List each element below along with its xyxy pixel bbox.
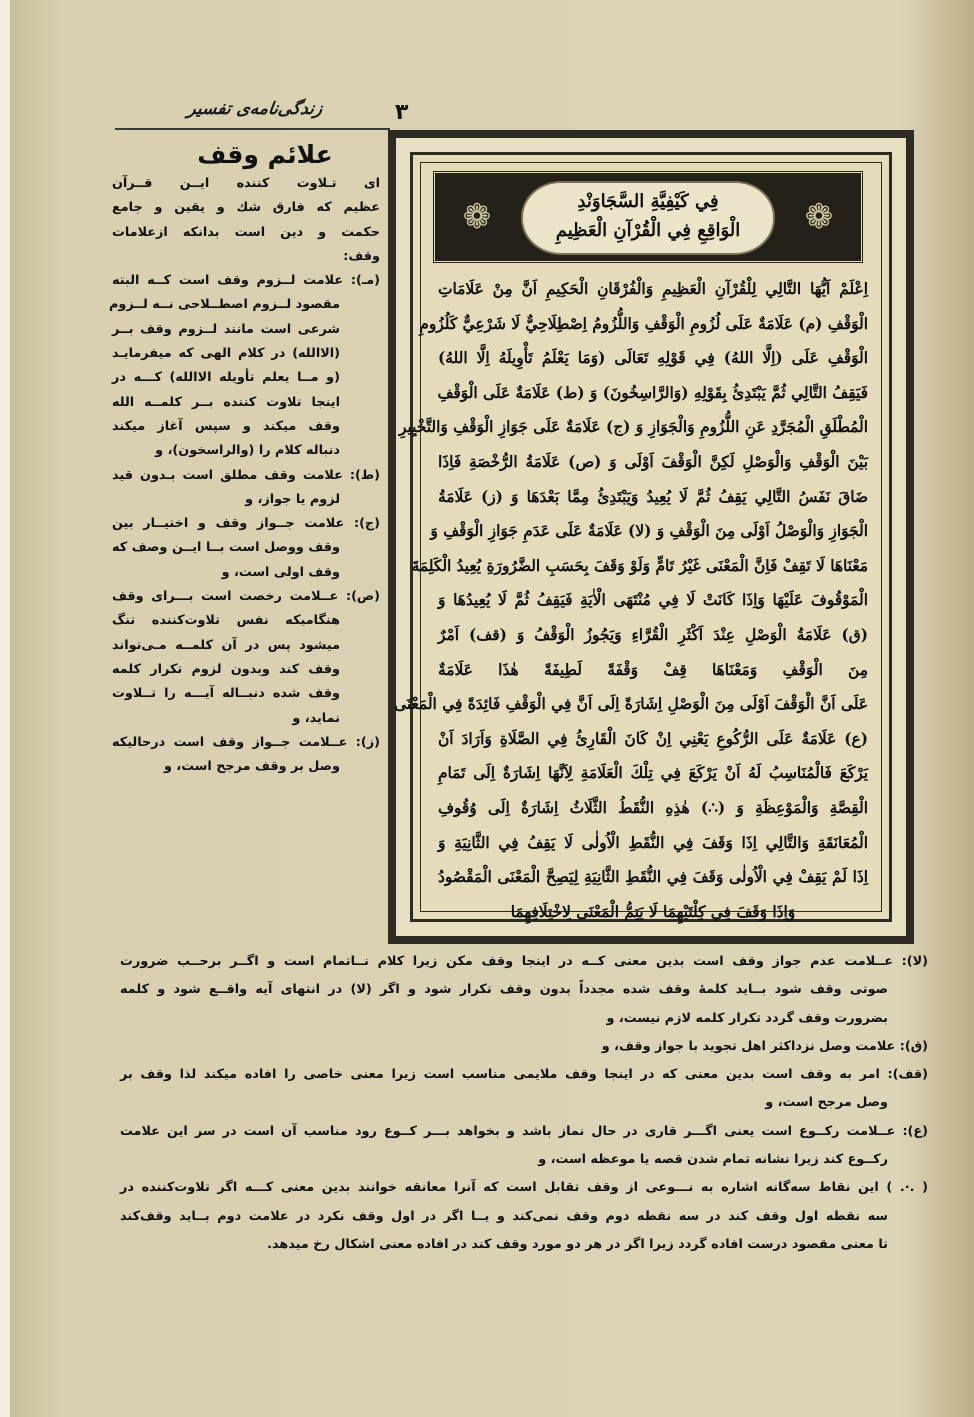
arabic-text-line: الْقِصَّةِ وَالْمَوْعِظَةِ وَ (∴) هٰذِهِ النُّقَطُ الثَّلَاثُ اِشَارَةٌ اِلَى وُقُوفِ [438,798,868,817]
arabic-text-line: اِذَا لَمْ يَقِفْ فِي الْاُولٰى وَقَفَ فِي النُّقَطِ الثَّانِيَةِ لِيَصِحَّ الْمَعْنَى الْمَقْصُودُ [438,868,868,887]
persian-text-line: وقف ووصل است بــا ایــن وصف که [112,540,340,556]
persian-text-line: وقف میکند و سپس آغاز میکند [112,418,340,434]
arabic-text-line: الْوَقْفِ (م) عَلَامَةٌ عَلَى لُزُومِ الْوَقْفِ وَاللُّزُومُ اِصْطِلَاحِيٌّ لَا شَرْعِيٌّ كَلُزُومِ [419,314,868,333]
persian-text-line: (قف): امر به وقف است بدین معنی که در اینجا وقف ملایمی مناسب است زیرا معنی خاصی را افاده میکند لذا وقف بر [120,1067,928,1083]
persian-text-line: (و مــا یعلم تأویله الاالله) کـــه در [112,370,340,386]
persian-text-line: میشود پس در آن کلمــه مـی‌تواند [112,637,340,653]
arabic-title-banner [432,170,864,264]
persian-text-line: مقصود لــزوم اصطــلاحی نــه لــزوم [108,297,340,313]
arabic-text-line: الْمُطْلَقِ الْمُجَرَّدِ عَنِ اللُّزُومِ وَالْجَوَازِ وَ (ج) عَلَامَةٌ عَلَى جَوَازِ الْوَقْفِ وَالتَّخْيِيرِ [399,418,868,437]
persian-text-line: (ص): عــلامت رخصت است بـــرای وقف [112,589,380,605]
persian-text-line: وصل بر وقف مرجح است، و [163,759,340,775]
arabic-text-line: وَاِذَا وَقَفَ فِي كِلْتَيْهِمَا لَا يَتِمُّ الْمَعْنَى لِاخْتِلَافِهِمَا [510,902,796,921]
persian-text-line: تا معنی مقصود درست افاده گردد زیرا اگر در هر دو مورد وقف کند در افاده معنی اشکال رخ میدهد. [267,1236,888,1252]
arabic-text-line: (ق) عَلَامَةُ الْوَصْلِ عِنْدَ اَكْثَرِ الْقُرَّاءِ وَيَجُوزُ الْوَقْفُ وَ (قف) اَمْرٌ [438,625,868,644]
persian-text-line: وقف: [343,248,380,264]
persian-text-line: (ق): علامت وصل نزداکثر اهل تجوید با جواز وقف، و [601,1038,928,1054]
header-divider [115,128,390,130]
arabic-text-line: عَلَى اَنَّ الْوَقْفَ اَوْلَى مِنَ الْوَصْلِ اِشَارَةً اِلَى اَنَّ فِي الْوَقْفِ فَائِدَةً فِي الْمَعْنَى [394,695,868,714]
persian-text-line: عظیم که فارق شك و یقین و جامع [112,200,380,216]
persian-text-line: (لا): عــلامت عدم جواز وقف است بدین معنی کــه در اینجا وقف مکن زیرا کلام نــاتمام است و اگــر برحــب ضرورت [120,954,928,969]
persian-text-line: نماید، و [292,710,340,726]
page-number: ۳ [395,100,409,125]
left-ornament-icon: ❁ [462,197,492,237]
arabic-text-line: بَيْنَ الْوَقْفِ وَالْوَصْلِ لَكِنَّ الْوَقْفَ اَوْلَى وَ (ص) عَلَامَةُ الرُّخْصَةِ فَاِذَا [438,452,868,471]
persian-text-line: صوتی وقف شود بــاید کلمهٔ وقف شده مجدداً بدون وقف تکرار شود و اگر (لا) در انتهای آیه واقــع شود و کلمه [120,982,888,998]
arabic-text-line: فَيَقِفُ التَّالِي ثُمَّ يَبْتَدِئُ بِقَوْلِهِ (وَالرَّاسِخُونَ) وَ (ط) عَلَامَةٌ عَلَى الْوَقْفِ [437,383,868,402]
banner-title-line-1: فِي كَيْفِيَّةِ السَّجَاوَنْدِ [577,191,719,212]
page-title: علائم وقف [197,140,333,169]
arabic-text-line: الْمَوْقُوفَ عَلَيْهَا وَاِذَا كَانَتْ لَا فِي مُنْتَهَى الْاٰيَةِ فَيَقِفُ ثُمَّ لَا يُعِيدُهَا وَ [438,591,868,610]
persian-text-line: بضرورت وقف گردد تکرار کلمه لازم نیست، و [606,1010,888,1026]
arabic-text-line: الْجَوَازِ وَالْوَصْلُ اَوْلَى مِنَ الْوَقْفِ وَ (لا) عَلَامَةٌ عَلَى عَدَمِ جَوَازِ الْوَقْفِ وَ [430,522,868,541]
arabic-text-line: يَرْكَعَ فَالْمُنَاسِبُ لَهُ اَنْ يَرْكَعَ فِي تِلْكَ الْعَلَامَةِ لِاَنَّهَا اِشَارَةٌ اِلَى تَمَامِ [438,764,868,783]
arabic-text-line: ضَاقَ نَفَسُ التَّالِي يَقِفُ ثُمَّ لَا يُعِيدُ وَيَبْتَدِئُ مِمَّا بَعْدَهَا وَ (ز) عَلَامَةُ [438,487,868,506]
publisher-logo: زندگی‌نامه‌ی تفسیر [186,99,324,119]
persian-text-line: وقف کند وبدون لزوم تکرار کلمه [112,661,340,677]
persian-text-line: (ع): عــلامت رکــوع است یعنی اگـــر قاری در حال نماز باشد و بخواهد بـــر کــوع رود مناسب آن است در سر این علامت [120,1123,928,1139]
persian-text-line: ای تـلاوت کننده ایــن قــرآن [112,176,380,191]
persian-text-line: (ج): علامت جــواز وقف و اختیــار بین [112,516,380,532]
persian-text-line: ( .·. ) این نقاط سه‌گانه اشاره به نـــوعی از وقف تقابل است که آنرا معانقه خوانند بدین معنی کـــه اگر تلاوت‌کننده در [120,1180,928,1196]
arabic-text-line: الْمُعَانَقَةِ وَالتَّالِي اِذَا وَقَفَ فِي النُّقَطِ الْاُولٰى لَا يَقِفُ فِي الثَّانِيَةِ وَ [438,833,868,852]
persian-column [108,172,380,779]
persian-text-line: سه نقطه اول وقف کند در سه نقطه دوم وقف نمی‌کند و یــا اگر در اول وقف نکرد در علامت دوم بــاید وقف‌کند [120,1208,888,1224]
arabic-text-line: مَعْنَاهَا لَا تَقِفْ فَاِنَّ الْمَعْنَى غَيْرُ تَامٍّ وَلَوْ وَقَفَ بِحَسَبِ الضَّرُورَةِ يُعِيدُ الْكَلِمَةَ [411,556,868,575]
banner-cartouche [521,181,775,255]
persian-text-line: اینجا تلاوت کننده بــر کلمــه الله [112,394,340,410]
persian-text-line: (ز): عــلامت جــواز وقف است درحالیکه [112,734,380,750]
right-ornament-icon: ❁ [804,197,834,237]
persian-text-line: (ط): علامت وقف مطلق است بـدون قید [112,467,380,483]
arabic-text-line: الْوَقْفِ عَلَى (اِلَّا اللهُ) فِي قَوْلِهِ تَعَالَى (وَمَا يَعْلَمُ تَأْوِيلَهُ اِلَّا اللهُ) [438,349,868,368]
persian-text-line: وقف اولی است، و [221,564,340,580]
arabic-text-line: مِنَ الْوَقْفِ وَمَعْنَاهَا قِفْ وَقْفَةً لَطِيفَةً هٰذَا عَلَامَةٌ [438,660,868,679]
persian-text-line: (مـ): علامت لــزوم وقف است کــه البته [112,273,380,289]
banner-title-line-2: الْوَاقِعِ فِي الْقُرْآنِ الْعَظِيمِ [555,220,741,241]
persian-text-line: وقف شده دنبــاله آیـــه را تــلاوت [112,686,340,702]
arabic-text-line: (ع) عَلَامَةٌ عَلَى الرُّكُوعِ يَعْنِي اِنْ كَانَ الْقَارِئُ فِي الصَّلَاةِ وَاَرَادَ اَنْ [438,729,868,748]
arabic-text-body [394,272,868,921]
arabic-text-line: اِعْلَمْ اَيُّهَا التَّالِي لِلْقُرْآنِ الْعَظِيمِ وَالْفُرْقَانِ الْحَكِيمِ اَنَّ مِنْ عَلَامَاتِ [438,280,868,298]
persian-text-line: دنباله کلام را (والراسخون)، و [155,443,340,459]
persian-text-line: هنگامیکه نفس تلاوت‌کننده تنگ [112,613,340,629]
persian-text-line: رکــوع کند زیرا نشانه تمام شدن قصه یا موعظه است، و [538,1152,888,1168]
persian-bottom-text [120,948,928,1259]
persian-text-line: لزوم یا جواز، و [245,491,340,507]
persian-text-line: (الاالله) در کلام الهی که میفرمایـد [112,346,340,362]
persian-text-line: حکمت و دین است بدانکه ازعلامات [112,224,380,240]
persian-text-line: شرعی است مانند لــزوم وقف بــر [112,321,340,337]
persian-text-line: وصل مرجح است، و [765,1095,888,1111]
